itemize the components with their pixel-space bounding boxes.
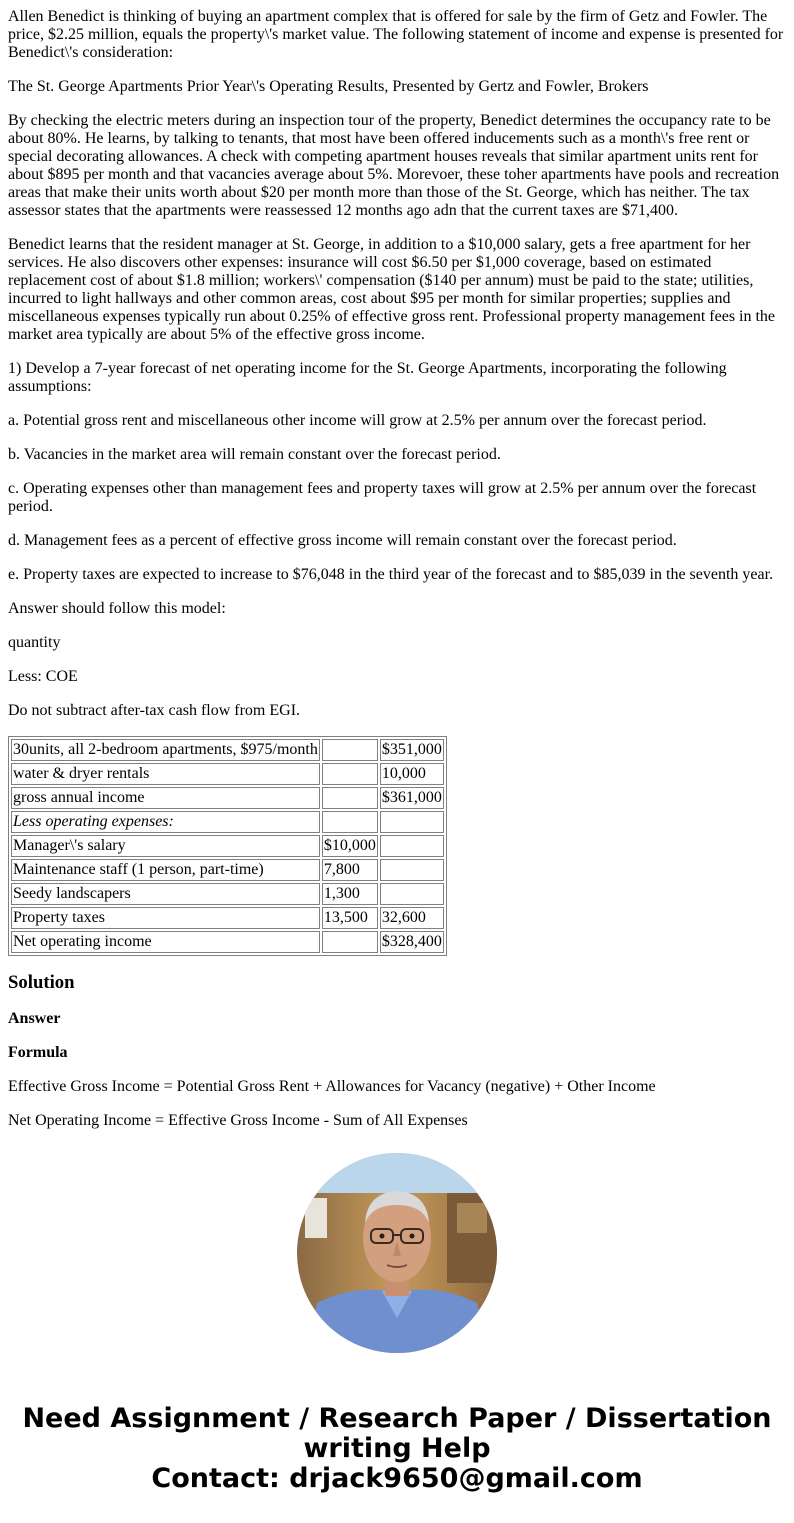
intro-paragraph: Allen Benedict is thinking of buying an apartment complex that is offered for sale by the firm of Getz and Fowler. The price, $2.25 million, equals the property\'s market value. The following statement of income and expense is presented for Benedict\'s consideration:: [8, 8, 784, 61]
row-label: Seedy landscapers: [11, 883, 320, 905]
row-label: Less operating expenses:: [11, 811, 320, 833]
row-total: 32,600: [380, 907, 444, 929]
table-row: [11, 763, 444, 785]
solution-heading: Solution: [8, 972, 75, 993]
row-label: water & dryer rentals: [11, 763, 320, 785]
table-row: [11, 787, 444, 809]
row-subtotal: 7,800: [322, 859, 378, 881]
assumption-d: d. Management fees as a percent of effective gross income will remain constant over the forecast period.: [8, 532, 677, 549]
author-portrait-image: [297, 1153, 497, 1353]
article-content: [8, 8, 786, 1146]
row-subtotal: $10,000: [322, 835, 378, 857]
row-label: gross annual income: [11, 787, 320, 809]
table-row: [11, 931, 444, 953]
banner-contact-line: Contact: drjack9650@gmail.com: [151, 1463, 643, 1494]
row-total: $351,000: [380, 739, 444, 761]
row-total: [380, 859, 444, 881]
income-statement-table: [8, 736, 447, 956]
row-label: Manager\'s salary: [11, 835, 320, 857]
formula-egi: Effective Gross Income = Potential Gross Rent + Allowances for Vacancy (negative) + Other Income: [8, 1078, 656, 1095]
row-label: Maintenance staff (1 person, part-time): [11, 859, 320, 881]
table-row: [11, 835, 444, 857]
row-label: Net operating income: [11, 931, 320, 953]
table-row: [11, 811, 444, 833]
model-line-quantity: quantity: [8, 634, 61, 651]
row-label: 30units, all 2-bedroom apartments, $975/month: [11, 739, 320, 761]
assumption-a: a. Potential gross rent and miscellaneous other income will grow at 2.5% per annum over the forecast period.: [8, 412, 707, 429]
row-total: $361,000: [380, 787, 444, 809]
assumption-b: b. Vacancies in the market area will remain constant over the forecast period.: [8, 446, 501, 463]
statement-title: The St. George Apartments Prior Year\'s Operating Results, Presented by Gertz and Fowler, Brokers: [8, 78, 649, 95]
table-row: [11, 739, 444, 761]
banner-line-2: writing Help: [303, 1433, 491, 1464]
question-paragraph: 1) Develop a 7-year forecast of net operating income for the St. George Apartments, incorporating the following assumptions:: [8, 360, 727, 395]
row-subtotal: [322, 811, 378, 833]
formula-noi: Net Operating Income = Effective Gross Income - Sum of All Expenses: [8, 1112, 468, 1129]
row-total: [380, 811, 444, 833]
row-subtotal: [322, 739, 378, 761]
manager-paragraph: Benedict learns that the resident manager at St. George, in addition to a $10,000 salary, gets a free apartment for her services. He also discovers other expenses: insurance will cost $6.50 per $1,000 coverage, based on estimated replacement cost of about $1.8 million; workers\' compensation ($140 per annum) must be paid to the state; utilities, incurred to light hallways and other common areas, cost about $95 per month for similar properties; supplies and miscellaneous expenses typically run about 0.25% of effective gross rent. Professional property management fees in the market area typically are about 5% of the effective gross income.: [8, 236, 776, 343]
assumption-c: c. Operating expenses other than management fees and property taxes will grow at 2.5% per annum over the forecast period.: [8, 480, 757, 515]
model-line-note: Do not subtract after-tax cash flow from EGI.: [8, 702, 301, 719]
assumption-e: e. Property taxes are expected to increase to $76,048 in the third year of the forecast and to $85,039 in the seventh year.: [8, 566, 774, 583]
row-total: $328,400: [380, 931, 444, 953]
row-total: 10,000: [380, 763, 444, 785]
table-row: [11, 859, 444, 881]
row-total: [380, 883, 444, 905]
row-subtotal: [322, 787, 378, 809]
table-row: [11, 907, 444, 929]
meters-paragraph: By checking the electric meters during an inspection tour of the property, Benedict determines the occupancy rate to be about 80%. He learns, by talking to tenants, that most have been offered inducements such as a month\'s free rent or special decorating allowances. A check with competing apartment houses reveals that similar apartment units rent for about $895 per month and that vacancies average about 5%. Morevoer, these toher apartments have pools and recreation areas that make their units worth about $20 per month more than those of the St. George, which has neither. The tax assessor states that the apartments were reassessed 12 months ago adn that the current taxes are $71,400.: [8, 112, 780, 219]
answer-heading: Answer: [8, 1010, 61, 1027]
table-row: [11, 883, 444, 905]
model-intro: Answer should follow this model:: [8, 600, 226, 617]
row-total: [380, 835, 444, 857]
promo-banner: [0, 1404, 794, 1494]
row-label: Property taxes: [11, 907, 320, 929]
row-subtotal: 13,500: [322, 907, 378, 929]
row-subtotal: [322, 763, 378, 785]
model-line-coe: Less: COE: [8, 668, 78, 685]
row-subtotal: 1,300: [322, 883, 378, 905]
formula-heading: Formula: [8, 1044, 68, 1061]
author-avatar: [297, 1153, 497, 1353]
banner-line-1: Need Assignment / Research Paper / Dissertation: [22, 1403, 772, 1434]
row-subtotal: [322, 931, 378, 953]
